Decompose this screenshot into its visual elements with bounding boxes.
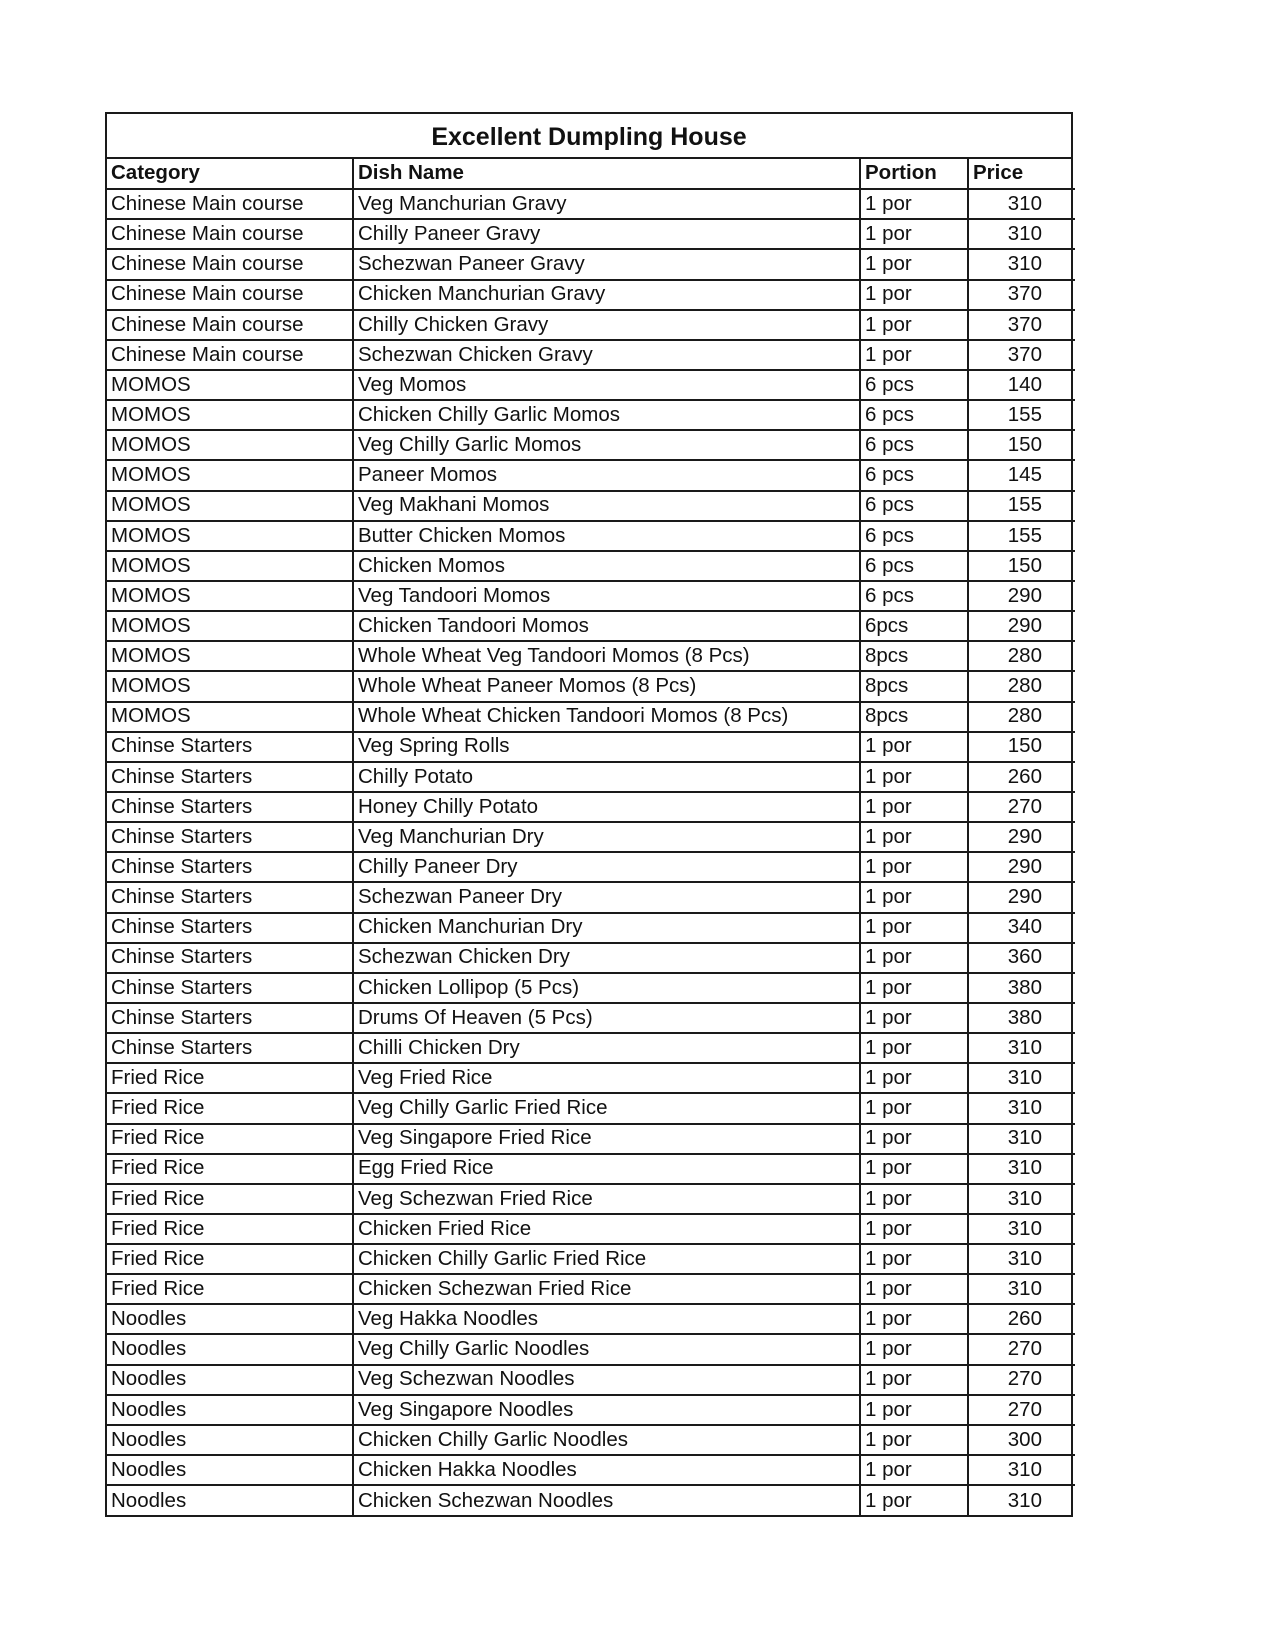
column-header-price: Price xyxy=(968,159,1075,189)
portion-cell: 1 por xyxy=(860,1184,968,1214)
portion-cell: 6pcs xyxy=(860,611,968,641)
dish-name-cell: Veg Singapore Fried Rice xyxy=(353,1124,860,1154)
dish-name-cell: Butter Chicken Momos xyxy=(353,521,860,551)
table-row xyxy=(107,1244,1075,1274)
menu-title: Excellent Dumpling House xyxy=(107,114,1071,159)
menu-rows xyxy=(107,189,1075,1515)
portion-cell: 1 por xyxy=(860,1395,968,1425)
category-cell: Chinese Main course xyxy=(107,249,353,279)
table-row xyxy=(107,521,1075,551)
dish-name-cell: Veg Schezwan Noodles xyxy=(353,1365,860,1395)
table-row xyxy=(107,1274,1075,1304)
portion-cell: 1 por xyxy=(860,1455,968,1485)
portion-cell: 1 por xyxy=(860,1063,968,1093)
table-row xyxy=(107,822,1075,852)
category-cell: Fried Rice xyxy=(107,1154,353,1184)
category-cell: Noodles xyxy=(107,1334,353,1364)
portion-cell: 1 por xyxy=(860,1334,968,1364)
table-row xyxy=(107,249,1075,279)
table-row xyxy=(107,1304,1075,1334)
price-cell: 290 xyxy=(968,581,1075,611)
table-row xyxy=(107,1184,1075,1214)
dish-name-cell: Chilly Potato xyxy=(353,762,860,792)
portion-cell: 6 pcs xyxy=(860,521,968,551)
dish-name-cell: Honey Chilly Potato xyxy=(353,792,860,822)
price-cell: 270 xyxy=(968,1334,1075,1364)
dish-name-cell: Paneer Momos xyxy=(353,460,860,490)
table-row xyxy=(107,340,1075,370)
portion-cell: 1 por xyxy=(860,1304,968,1334)
price-cell: 380 xyxy=(968,1003,1075,1033)
portion-cell: 1 por xyxy=(860,913,968,943)
table-row xyxy=(107,1093,1075,1123)
category-cell: Chinse Starters xyxy=(107,973,353,1003)
category-cell: MOMOS xyxy=(107,611,353,641)
price-cell: 145 xyxy=(968,460,1075,490)
category-cell: Chinse Starters xyxy=(107,943,353,973)
dish-name-cell: Veg Chilly Garlic Noodles xyxy=(353,1334,860,1364)
category-cell: MOMOS xyxy=(107,430,353,460)
table-row xyxy=(107,460,1075,490)
category-cell: Chinse Starters xyxy=(107,732,353,762)
portion-cell: 6 pcs xyxy=(860,551,968,581)
dish-name-cell: Veg Hakka Noodles xyxy=(353,1304,860,1334)
portion-cell: 6 pcs xyxy=(860,491,968,521)
category-cell: MOMOS xyxy=(107,671,353,701)
table-row xyxy=(107,1124,1075,1154)
category-cell: Fried Rice xyxy=(107,1063,353,1093)
table-row xyxy=(107,671,1075,701)
price-cell: 260 xyxy=(968,762,1075,792)
category-cell: Noodles xyxy=(107,1485,353,1515)
portion-cell: 6 pcs xyxy=(860,400,968,430)
dish-name-cell: Veg Tandoori Momos xyxy=(353,581,860,611)
portion-cell: 1 por xyxy=(860,1274,968,1304)
menu-sheet xyxy=(105,112,1073,1517)
dish-name-cell: Veg Chilly Garlic Momos xyxy=(353,430,860,460)
table-row xyxy=(107,641,1075,671)
price-cell: 150 xyxy=(968,732,1075,762)
category-cell: MOMOS xyxy=(107,581,353,611)
price-cell: 310 xyxy=(968,1455,1075,1485)
column-header-dish-name: Dish Name xyxy=(353,159,860,189)
price-cell: 340 xyxy=(968,913,1075,943)
dish-name-cell: Chicken Manchurian Dry xyxy=(353,913,860,943)
table-row xyxy=(107,1214,1075,1244)
table-row xyxy=(107,310,1075,340)
dish-name-cell: Chicken Momos xyxy=(353,551,860,581)
portion-cell: 1 por xyxy=(860,973,968,1003)
price-cell: 155 xyxy=(968,491,1075,521)
portion-cell: 8pcs xyxy=(860,641,968,671)
portion-cell: 1 por xyxy=(860,943,968,973)
category-cell: Chinse Starters xyxy=(107,762,353,792)
category-cell: Chinse Starters xyxy=(107,852,353,882)
category-cell: Fried Rice xyxy=(107,1244,353,1274)
category-cell: Fried Rice xyxy=(107,1184,353,1214)
table-row xyxy=(107,219,1075,249)
portion-cell: 1 por xyxy=(860,1033,968,1063)
header-row xyxy=(107,159,1075,189)
price-cell: 310 xyxy=(968,189,1075,219)
dish-name-cell: Chicken Schezwan Fried Rice xyxy=(353,1274,860,1304)
category-cell: MOMOS xyxy=(107,370,353,400)
category-cell: Noodles xyxy=(107,1395,353,1425)
dish-name-cell: Chilly Paneer Dry xyxy=(353,852,860,882)
dish-name-cell: Veg Manchurian Gravy xyxy=(353,189,860,219)
price-cell: 290 xyxy=(968,611,1075,641)
category-cell: Chinese Main course xyxy=(107,219,353,249)
portion-cell: 6 pcs xyxy=(860,370,968,400)
dish-name-cell: Whole Wheat Chicken Tandoori Momos (8 Pcs) xyxy=(353,702,860,732)
dish-name-cell: Veg Momos xyxy=(353,370,860,400)
category-cell: MOMOS xyxy=(107,702,353,732)
table-row xyxy=(107,1063,1075,1093)
price-cell: 370 xyxy=(968,340,1075,370)
category-cell: MOMOS xyxy=(107,400,353,430)
price-cell: 290 xyxy=(968,882,1075,912)
category-cell: Chinse Starters xyxy=(107,822,353,852)
table-row xyxy=(107,1154,1075,1184)
table-row xyxy=(107,430,1075,460)
price-cell: 150 xyxy=(968,430,1075,460)
category-cell: MOMOS xyxy=(107,491,353,521)
price-cell: 310 xyxy=(968,1033,1075,1063)
dish-name-cell: Drums Of Heaven (5 Pcs) xyxy=(353,1003,860,1033)
category-cell: Chinse Starters xyxy=(107,1003,353,1033)
price-cell: 300 xyxy=(968,1425,1075,1455)
portion-cell: 8pcs xyxy=(860,671,968,701)
dish-name-cell: Chicken Tandoori Momos xyxy=(353,611,860,641)
price-cell: 150 xyxy=(968,551,1075,581)
dish-name-cell: Schezwan Paneer Gravy xyxy=(353,249,860,279)
price-cell: 155 xyxy=(968,521,1075,551)
category-cell: MOMOS xyxy=(107,551,353,581)
dish-name-cell: Chicken Fried Rice xyxy=(353,1214,860,1244)
table-row xyxy=(107,1455,1075,1485)
table-row xyxy=(107,882,1075,912)
column-header-category: Category xyxy=(107,159,353,189)
portion-cell: 1 por xyxy=(860,852,968,882)
category-cell: Chinese Main course xyxy=(107,310,353,340)
portion-cell: 1 por xyxy=(860,219,968,249)
category-cell: Chinse Starters xyxy=(107,792,353,822)
dish-name-cell: Chicken Lollipop (5 Pcs) xyxy=(353,973,860,1003)
portion-cell: 1 por xyxy=(860,1154,968,1184)
portion-cell: 6 pcs xyxy=(860,581,968,611)
dish-name-cell: Chilly Chicken Gravy xyxy=(353,310,860,340)
category-cell: Fried Rice xyxy=(107,1093,353,1123)
price-cell: 310 xyxy=(968,1154,1075,1184)
price-cell: 310 xyxy=(968,219,1075,249)
table-row xyxy=(107,400,1075,430)
price-cell: 270 xyxy=(968,1395,1075,1425)
category-cell: Noodles xyxy=(107,1455,353,1485)
portion-cell: 1 por xyxy=(860,1093,968,1123)
price-cell: 370 xyxy=(968,280,1075,310)
dish-name-cell: Veg Chilly Garlic Fried Rice xyxy=(353,1093,860,1123)
price-cell: 310 xyxy=(968,1184,1075,1214)
dish-name-cell: Veg Schezwan Fried Rice xyxy=(353,1184,860,1214)
portion-cell: 6 pcs xyxy=(860,460,968,490)
table-row xyxy=(107,1003,1075,1033)
dish-name-cell: Schezwan Chicken Gravy xyxy=(353,340,860,370)
category-cell: Chinse Starters xyxy=(107,1033,353,1063)
portion-cell: 1 por xyxy=(860,1244,968,1274)
dish-name-cell: Veg Manchurian Dry xyxy=(353,822,860,852)
price-cell: 360 xyxy=(968,943,1075,973)
dish-name-cell: Chicken Chilly Garlic Momos xyxy=(353,400,860,430)
price-cell: 310 xyxy=(968,249,1075,279)
portion-cell: 1 por xyxy=(860,340,968,370)
price-cell: 310 xyxy=(968,1063,1075,1093)
dish-name-cell: Chicken Manchurian Gravy xyxy=(353,280,860,310)
category-cell: Noodles xyxy=(107,1425,353,1455)
dish-name-cell: Veg Singapore Noodles xyxy=(353,1395,860,1425)
category-cell: MOMOS xyxy=(107,521,353,551)
price-cell: 310 xyxy=(968,1214,1075,1244)
price-cell: 290 xyxy=(968,852,1075,882)
portion-cell: 1 por xyxy=(860,1003,968,1033)
portion-cell: 1 por xyxy=(860,1214,968,1244)
dish-name-cell: Chilly Paneer Gravy xyxy=(353,219,860,249)
dish-name-cell: Chicken Chilly Garlic Fried Rice xyxy=(353,1244,860,1274)
table-row xyxy=(107,1485,1075,1515)
dish-name-cell: Egg Fried Rice xyxy=(353,1154,860,1184)
price-cell: 280 xyxy=(968,641,1075,671)
dish-name-cell: Schezwan Paneer Dry xyxy=(353,882,860,912)
table-row xyxy=(107,280,1075,310)
portion-cell: 1 por xyxy=(860,280,968,310)
price-cell: 260 xyxy=(968,1304,1075,1334)
category-cell: Fried Rice xyxy=(107,1214,353,1244)
table-row xyxy=(107,973,1075,1003)
table-row xyxy=(107,491,1075,521)
table-row xyxy=(107,1395,1075,1425)
category-cell: Chinese Main course xyxy=(107,280,353,310)
price-cell: 310 xyxy=(968,1274,1075,1304)
column-header-portion: Portion xyxy=(860,159,968,189)
portion-cell: 1 por xyxy=(860,1124,968,1154)
portion-cell: 1 por xyxy=(860,189,968,219)
dish-name-cell: Schezwan Chicken Dry xyxy=(353,943,860,973)
price-cell: 280 xyxy=(968,671,1075,701)
price-cell: 380 xyxy=(968,973,1075,1003)
portion-cell: 1 por xyxy=(860,792,968,822)
table-row xyxy=(107,1425,1075,1455)
dish-name-cell: Veg Spring Rolls xyxy=(353,732,860,762)
category-cell: MOMOS xyxy=(107,460,353,490)
dish-name-cell: Chicken Hakka Noodles xyxy=(353,1455,860,1485)
table-row xyxy=(107,1334,1075,1364)
price-cell: 155 xyxy=(968,400,1075,430)
portion-cell: 1 por xyxy=(860,1425,968,1455)
dish-name-cell: Veg Makhani Momos xyxy=(353,491,860,521)
price-cell: 290 xyxy=(968,822,1075,852)
category-cell: Noodles xyxy=(107,1304,353,1334)
price-cell: 310 xyxy=(968,1093,1075,1123)
table-row xyxy=(107,943,1075,973)
portion-cell: 1 por xyxy=(860,1485,968,1515)
dish-name-cell: Whole Wheat Paneer Momos (8 Pcs) xyxy=(353,671,860,701)
table-row xyxy=(107,189,1075,219)
table-row xyxy=(107,913,1075,943)
category-cell: MOMOS xyxy=(107,641,353,671)
dish-name-cell: Veg Fried Rice xyxy=(353,1063,860,1093)
portion-cell: 1 por xyxy=(860,732,968,762)
price-cell: 310 xyxy=(968,1244,1075,1274)
table-row xyxy=(107,1033,1075,1063)
portion-cell: 6 pcs xyxy=(860,430,968,460)
dish-name-cell: Chicken Chilly Garlic Noodles xyxy=(353,1425,860,1455)
table-row xyxy=(107,732,1075,762)
category-cell: Chinese Main course xyxy=(107,189,353,219)
table-row xyxy=(107,702,1075,732)
price-cell: 140 xyxy=(968,370,1075,400)
menu-table xyxy=(107,159,1075,1515)
category-cell: Chinse Starters xyxy=(107,913,353,943)
portion-cell: 1 por xyxy=(860,882,968,912)
category-cell: Fried Rice xyxy=(107,1124,353,1154)
price-cell: 310 xyxy=(1007,1488,1042,1512)
dish-name-cell: Whole Wheat Veg Tandoori Momos (8 Pcs) xyxy=(353,641,860,671)
price-cell: 310 xyxy=(968,1124,1075,1154)
table-row xyxy=(107,852,1075,882)
dish-name-cell: Chicken Schezwan Noodles xyxy=(353,1485,860,1515)
table-row xyxy=(107,581,1075,611)
portion-cell: 1 por xyxy=(860,762,968,792)
dish-name-cell: Chilli Chicken Dry xyxy=(353,1033,860,1063)
portion-cell: 1 por xyxy=(860,310,968,340)
table-row xyxy=(107,551,1075,581)
price-cell: 270 xyxy=(968,1365,1075,1395)
price-cell: 370 xyxy=(968,310,1075,340)
category-cell: Chinese Main course xyxy=(107,340,353,370)
category-cell: Chinse Starters xyxy=(107,882,353,912)
category-cell: Noodles xyxy=(107,1365,353,1395)
table-row xyxy=(107,792,1075,822)
price-cell: 270 xyxy=(968,792,1075,822)
table-row xyxy=(107,762,1075,792)
table-row xyxy=(107,370,1075,400)
category-cell: Fried Rice xyxy=(107,1274,353,1304)
portion-cell: 8pcs xyxy=(860,702,968,732)
table-row xyxy=(107,611,1075,641)
table-row xyxy=(107,1365,1075,1395)
portion-cell: 1 por xyxy=(860,249,968,279)
portion-cell: 1 por xyxy=(860,822,968,852)
portion-cell: 1 por xyxy=(860,1365,968,1395)
price-cell: 280 xyxy=(968,702,1075,732)
